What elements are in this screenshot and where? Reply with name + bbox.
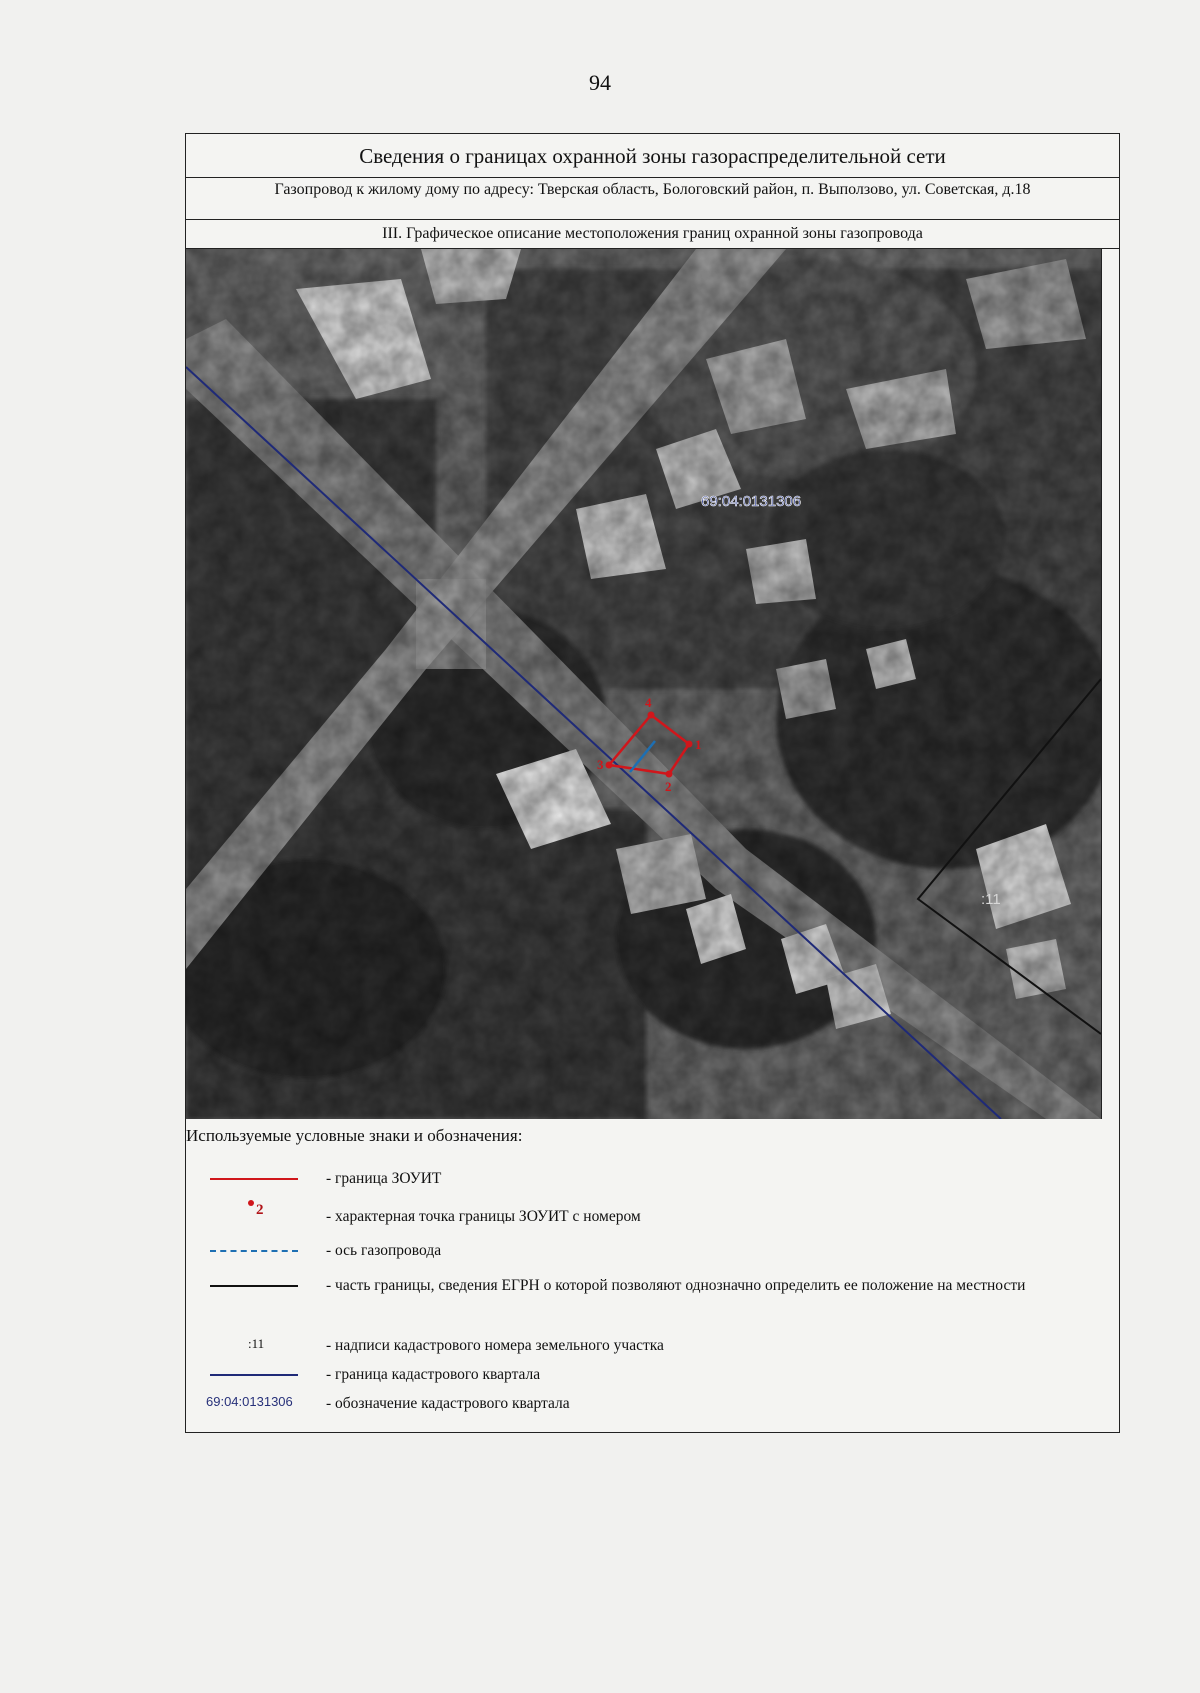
section-title: III. Графическое описание местоположения границ охранной зоны газопровода [186,220,1119,249]
object-description: Газопровод к жилому дому по адресу: Тверская область, Бологовский район, п. Выползово, ул. Советская, д.18 [186,178,1119,220]
legend-text: - часть границы, сведения ЕГРН о которой позволяют однозначно определить ее положение на местности [326,1277,1026,1294]
zone-point-4 [648,712,655,719]
satellite-map[interactable] [186,249,1102,1119]
legend-symbol-red-line [186,1167,311,1191]
zone-point-label-1: 1 [695,737,702,752]
map-canvas [186,249,1101,1119]
legend-symbol-black-line [186,1274,311,1298]
legend-symbol-parcel-code [186,1334,311,1358]
page-number: 94 [589,70,611,95]
zone-point-2 [666,771,673,778]
red-point-icon [248,1200,254,1206]
zone-point-label-4: 4 [645,695,652,710]
legend-point-sample: 2 [256,1202,264,1218]
legend-quarter-sample: 69:04:0131306 [206,1394,293,1409]
legend-symbol-blue-dashed-line [186,1239,311,1263]
parcel-label: :11 [981,891,1001,908]
zone-point-3 [606,762,613,769]
legend-text: - ось газопровода [326,1242,442,1259]
legend-text: - граница ЗОУИТ [326,1170,442,1187]
zone-point-1 [686,741,693,748]
legend-text: - обозначение кадастрового квартала [326,1395,570,1412]
zone-point-label-2: 2 [665,779,672,794]
legend-symbol-navy-line [186,1363,311,1387]
legend-text: - граница кадастрового квартала [326,1366,541,1383]
quarter-label: 69:04:0131306 [701,493,802,510]
document-title: Сведения о границах охранной зоны газораспределительной сети [186,134,1119,178]
legend-text: - надписи кадастрового номера земельного участка [326,1337,664,1354]
legend-title: Используемые условные знаки и обозначения: [186,1126,523,1145]
legend-symbol-quarter-code [186,1392,311,1416]
legend-symbol-red-point [186,1202,311,1226]
legend-parcel-sample: :11 [248,1336,265,1351]
document-frame [185,133,1120,1433]
legend-text: - характерная точка границы ЗОУИТ с номером [326,1208,641,1225]
zone-point-label-3: 3 [597,757,604,772]
